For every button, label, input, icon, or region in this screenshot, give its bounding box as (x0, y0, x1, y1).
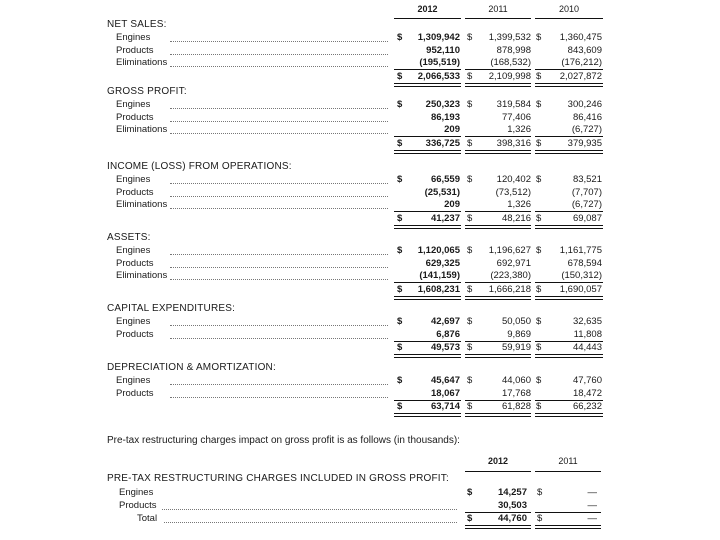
cell-value: (7,707) (571, 186, 602, 198)
cell-value: 678,594 (567, 257, 602, 269)
cell-value: 120,402 (496, 174, 531, 185)
currency-symbol: $ (536, 174, 542, 185)
leader-dots (170, 183, 388, 184)
total-value: 59,919 (501, 342, 531, 353)
currency-symbol: $ (536, 245, 542, 256)
cell-value: (150,312) (561, 270, 602, 281)
cell-value: 209 (444, 199, 460, 210)
column-header-2010: 2010 (558, 4, 580, 14)
cell-value: 300,246 (567, 99, 602, 110)
cell-value: 18,067 (430, 387, 460, 399)
cell-value: 14,257 (497, 487, 527, 498)
total-double-rule (394, 413, 461, 417)
column-header-2011: 2011 (488, 4, 508, 14)
leader-dots (170, 279, 388, 280)
leader-dots (170, 338, 388, 339)
total-value: 1,608,231 (417, 283, 460, 295)
total-double-rule (394, 225, 461, 229)
total-value: 69,087 (572, 212, 602, 224)
cell-value: 319,584 (496, 99, 531, 110)
leader-dots (170, 133, 388, 134)
leader-dots (170, 384, 388, 385)
row-label: Products (116, 111, 154, 123)
header-rule (465, 471, 531, 472)
cell-value: 83,521 (572, 174, 602, 185)
cell-value: (6,727) (571, 124, 602, 135)
currency-symbol: $ (467, 401, 473, 412)
cell-value: 11,808 (573, 328, 602, 340)
currency-symbol: $ (467, 316, 473, 327)
cell-value: (6,727) (571, 199, 602, 210)
row-label: Eliminations (116, 124, 168, 135)
currency-symbol: $ (397, 174, 403, 185)
currency-symbol: $ (536, 375, 542, 386)
cell-value: 66,559 (430, 174, 460, 185)
total-double-rule (535, 296, 603, 300)
cell-value: (223,380) (490, 270, 531, 281)
row-label: Engines (116, 174, 151, 185)
cell-value: 42,697 (430, 316, 460, 327)
section-title: DEPRECIATION & AMORTIZATION: (107, 362, 276, 373)
total-double-rule (465, 413, 531, 417)
leader-dots (170, 121, 388, 122)
total-double-rule (535, 150, 603, 154)
cell-value: 1,309,942 (417, 32, 460, 43)
leader-dots (170, 325, 388, 326)
cell-value: 878,998 (496, 44, 531, 56)
currency-symbol: $ (467, 70, 473, 82)
cell-value: 843,609 (567, 44, 602, 56)
total-double-rule (465, 225, 531, 229)
total-value: 63,714 (430, 401, 460, 412)
currency-symbol: $ (397, 283, 403, 295)
currency-symbol: $ (467, 137, 473, 149)
cell-value: 18,472 (572, 387, 602, 399)
row-label: Engines (116, 32, 151, 43)
currency-symbol: $ (467, 375, 473, 386)
total-value: 1,690,057 (559, 283, 602, 295)
cell-value: 209 (444, 124, 460, 135)
total-double-rule (465, 296, 531, 300)
currency-symbol: $ (467, 32, 473, 43)
total-label: Total (137, 513, 158, 524)
currency-symbol: $ (397, 245, 403, 256)
cell-value: 629,325 (425, 257, 460, 269)
row-label: Engines (116, 245, 151, 256)
currency-symbol: $ (536, 70, 542, 82)
total-value: 61,828 (501, 401, 531, 412)
total-value: 44,443 (572, 342, 602, 353)
currency-symbol: $ (397, 401, 403, 412)
section-title: CAPITAL EXPENDITURES: (107, 303, 236, 314)
row-label: Products (116, 44, 154, 56)
currency-symbol: $ (467, 174, 473, 185)
currency-symbol: $ (467, 212, 473, 224)
restructuring-header-2012: 2012 (487, 456, 509, 466)
row-label: Products (116, 186, 154, 198)
total-value: 44,760 (497, 513, 527, 524)
currency-symbol: $ (397, 32, 403, 43)
total-double-rule (394, 296, 461, 300)
cell-value: (141,159) (419, 270, 460, 281)
section-title: NET SALES: (107, 19, 167, 30)
leader-dots (170, 208, 388, 209)
total-value: 1,666,218 (488, 283, 531, 295)
row-label: Products (119, 499, 157, 511)
section-title: INCOME (LOSS) FROM OPERATIONS: (107, 161, 292, 172)
currency-symbol: $ (467, 99, 473, 110)
total-double-rule (465, 525, 531, 529)
restructuring-header-2011: 2011 (558, 456, 578, 466)
row-label: Engines (116, 375, 151, 386)
cell-value: 1,326 (507, 124, 531, 135)
currency-symbol: $ (397, 342, 403, 353)
cell-value: 45,647 (430, 375, 460, 386)
currency-symbol: $ (467, 487, 473, 498)
cell-value: 50,050 (501, 316, 531, 327)
cell-value: 44,060 (501, 375, 531, 386)
total-value: 2,109,998 (488, 70, 531, 82)
currency-symbol: $ (537, 513, 543, 524)
total-value: 48,216 (501, 212, 531, 224)
currency-symbol: $ (536, 401, 542, 412)
cell-value: 692,971 (496, 257, 531, 269)
cell-value: 1,120,065 (417, 245, 460, 256)
total-value: 2,027,872 (559, 70, 602, 82)
currency-symbol: $ (397, 99, 403, 110)
total-double-rule (535, 225, 603, 229)
total-value: 379,935 (567, 137, 602, 149)
currency-symbol: $ (467, 342, 473, 353)
total-double-rule (465, 354, 531, 358)
total-double-rule (394, 150, 461, 154)
total-value: 398,316 (496, 137, 531, 149)
cell-value: 250,323 (425, 99, 460, 110)
cell-value: 17,768 (501, 387, 531, 399)
cell-value: 86,416 (572, 111, 602, 123)
cell-value: 952,110 (426, 44, 460, 56)
currency-symbol: $ (467, 513, 473, 524)
currency-symbol: $ (537, 487, 543, 498)
currency-symbol: $ (536, 316, 542, 327)
leader-dots (170, 54, 388, 55)
currency-symbol: $ (397, 70, 403, 82)
cell-value: 77,406 (501, 111, 531, 123)
total-double-rule (535, 525, 601, 529)
cell-value: 86,193 (430, 111, 460, 123)
cell-value: 1,161,775 (559, 245, 602, 256)
leader-dots (170, 267, 388, 268)
header-rule (394, 18, 461, 19)
cell-value: (168,532) (490, 57, 531, 68)
row-label: Eliminations (116, 199, 168, 210)
leader-dots (170, 196, 388, 197)
total-double-rule (535, 83, 603, 87)
currency-symbol: $ (536, 32, 542, 43)
currency-symbol: $ (397, 212, 403, 224)
restructuring-title: PRE-TAX RESTRUCTURING CHARGES INCLUDED IN GROSS PROFIT: (107, 473, 449, 484)
total-double-rule (394, 83, 461, 87)
cell-value: (25,531) (424, 186, 460, 198)
currency-symbol: $ (536, 283, 542, 295)
total-double-rule (535, 354, 603, 358)
section-title: ASSETS: (107, 232, 151, 243)
row-label: Eliminations (116, 57, 168, 68)
cell-value: 1,326 (507, 199, 531, 210)
row-label: Products (116, 387, 154, 399)
row-label: Products (116, 328, 154, 340)
cell-value: 6,876 (436, 328, 460, 340)
cell-value: (73,512) (495, 186, 531, 198)
total-value: — (587, 513, 597, 524)
row-label: Products (116, 257, 154, 269)
cell-value: 1,399,532 (488, 32, 531, 43)
currency-symbol: $ (397, 137, 403, 149)
total-value: 49,573 (430, 342, 460, 353)
currency-symbol: $ (536, 137, 542, 149)
total-double-rule (535, 413, 603, 417)
cell-value: — (587, 499, 597, 511)
leader-dots (162, 509, 457, 510)
total-double-rule (394, 354, 461, 358)
total-double-rule (465, 83, 531, 87)
header-rule (535, 18, 603, 19)
row-label: Engines (116, 316, 151, 327)
cell-value: — (587, 487, 597, 498)
cell-value: (195,519) (419, 57, 460, 68)
total-value: 336,725 (425, 137, 460, 149)
cell-value: 32,635 (572, 316, 602, 327)
cell-value: 47,760 (572, 375, 602, 386)
section-title: GROSS PROFIT: (107, 86, 187, 97)
row-label: Eliminations (116, 270, 168, 281)
total-value: 2,066,533 (417, 70, 460, 82)
cell-value: 30,503 (497, 499, 527, 511)
currency-symbol: $ (536, 99, 542, 110)
leader-dots (170, 397, 388, 398)
column-header-2012: 2012 (417, 4, 438, 14)
row-label: Engines (116, 99, 151, 110)
header-rule (465, 18, 531, 19)
cell-value: 9,869 (507, 328, 531, 340)
cell-value: 1,196,627 (488, 245, 531, 256)
total-double-rule (465, 150, 531, 154)
currency-symbol: $ (536, 212, 542, 224)
total-value: 41,237 (430, 212, 460, 224)
leader-dots (170, 254, 388, 255)
cell-value: 1,360,475 (559, 32, 602, 43)
leader-dots (164, 522, 457, 523)
row-label: Engines (119, 487, 154, 498)
header-rule (535, 471, 601, 472)
leader-dots (170, 108, 388, 109)
leader-dots (170, 41, 388, 42)
total-value: 66,232 (572, 401, 602, 412)
leader-dots (170, 66, 388, 67)
currency-symbol: $ (397, 316, 403, 327)
currency-symbol: $ (536, 342, 542, 353)
currency-symbol: $ (397, 375, 403, 386)
restructuring-note: Pre-tax restructuring charges impact on gross profit is as follows (in thousands): (107, 435, 460, 446)
currency-symbol: $ (467, 245, 473, 256)
currency-symbol: $ (467, 283, 473, 295)
cell-value: (176,212) (561, 57, 602, 68)
